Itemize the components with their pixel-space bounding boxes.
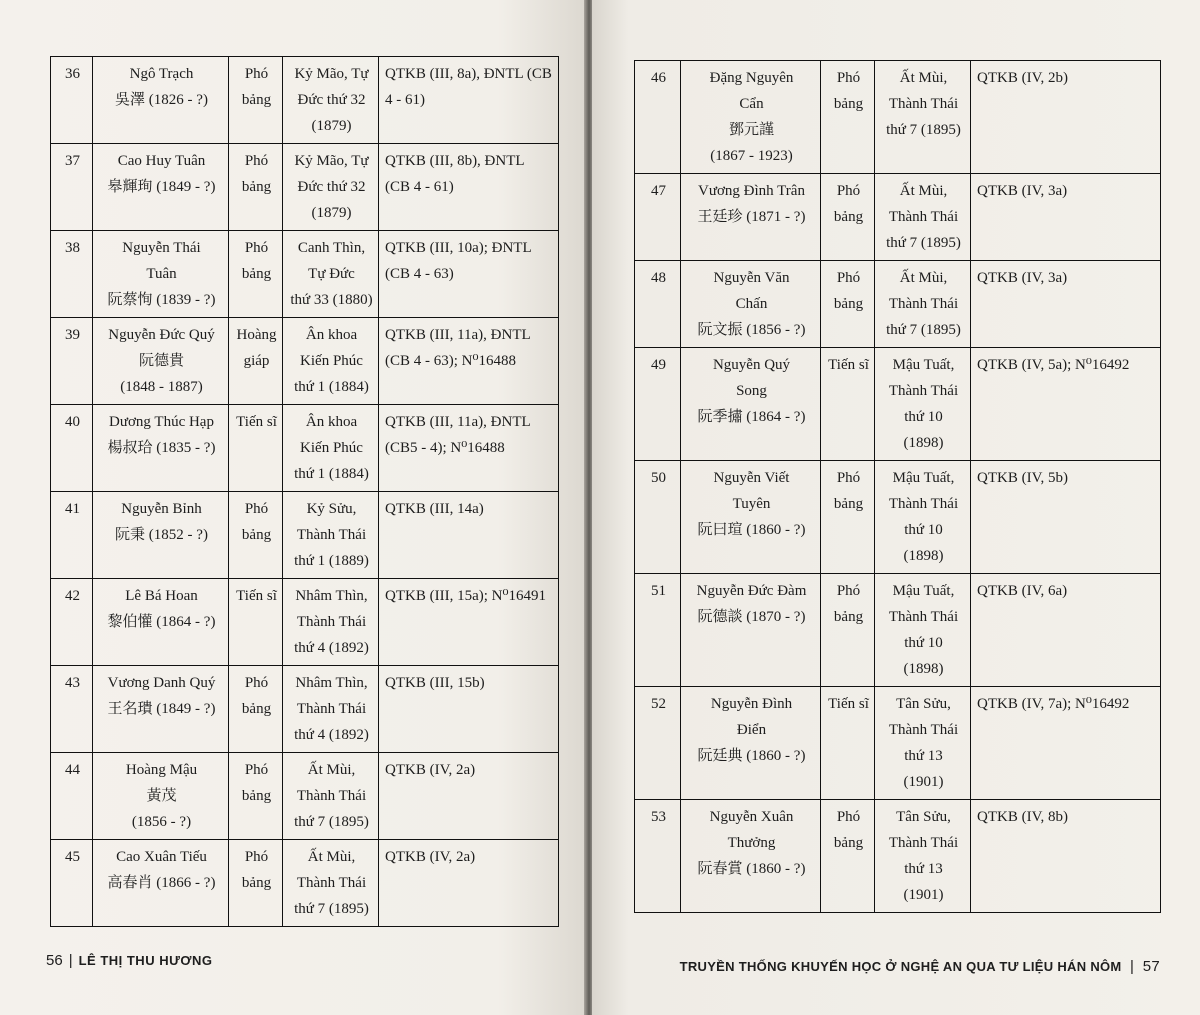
exam-session-line: Thành Thái (296, 788, 367, 804)
candidate-name-cell (681, 174, 821, 261)
exam-session-line: Ất Mùi, (307, 762, 356, 778)
candidate-name-line: 黃茂 (146, 788, 177, 804)
source-reference-cell (971, 61, 1161, 174)
source-reference-cell (971, 461, 1161, 574)
degree-line: Phó (836, 470, 861, 486)
exam-session-line: thứ 7 (1895) (886, 322, 961, 338)
table-row (51, 405, 559, 492)
candidate-name-line: Tuyên (732, 496, 771, 512)
degree-cell (229, 666, 283, 753)
source-reference-line: QTKB (IV, 2b) (977, 70, 1068, 86)
candidate-name-line: Cao Xuân Tiếu (116, 849, 207, 865)
exam-session-line: thứ 1 (1884) (294, 379, 369, 395)
candidate-name-line: 阮文振 (1856 - ?) (697, 322, 806, 338)
exam-session-line: Thành Thái (888, 722, 959, 738)
source-reference-line: QTKB (III, 8a), ĐNTL (CB (385, 66, 552, 82)
degree-cell (821, 261, 875, 348)
exam-session-line: Kỷ Sửu, (306, 501, 357, 517)
candidate-name-line: Cẩn (739, 96, 764, 112)
table-row (635, 348, 1161, 461)
candidate-name-cell (681, 61, 821, 174)
exam-session-cell (283, 840, 379, 927)
exam-session-line: thứ 7 (1895) (294, 814, 369, 830)
candidate-name-line: 高春肖 (1866 - ?) (107, 875, 216, 891)
exam-session-cell (283, 579, 379, 666)
table-row (51, 231, 559, 318)
candidate-name-cell (93, 666, 229, 753)
table-row (51, 753, 559, 840)
degree-line: bảng (833, 209, 864, 225)
candidate-name-cell (681, 687, 821, 800)
row-number-cell: 52 (635, 687, 681, 800)
table-row (635, 461, 1161, 574)
degree-cell (821, 687, 875, 800)
degree-cell (229, 231, 283, 318)
degree-line: bảng (833, 496, 864, 512)
candidate-name-line: Đặng Nguyên (709, 70, 794, 86)
exam-session-cell (875, 461, 971, 574)
candidate-name-line: Nguyễn Viết (713, 470, 790, 486)
exam-session-line: Đức thứ 32 (297, 179, 366, 195)
exam-session-line: Thành Thái (296, 614, 367, 630)
source-reference-line: QTKB (III, 11a), ĐNTL (385, 414, 531, 430)
candidate-name-line: Song (736, 383, 767, 399)
exam-session-line: thứ 33 (1880) (290, 292, 373, 308)
degree-cell (821, 461, 875, 574)
source-reference-cell (971, 174, 1161, 261)
left-page (0, 0, 586, 1015)
source-reference-line: QTKB (IV, 3a) (977, 270, 1068, 286)
exam-session-line: Nhâm Thìn, (295, 588, 368, 604)
candidate-name-line: Nguyễn Đức Đàm (696, 583, 807, 599)
table-row (51, 318, 559, 405)
candidate-name-line: 皋輝珣 (1849 - ?) (107, 179, 216, 195)
source-reference-cell (971, 348, 1161, 461)
source-reference-line: QTKB (III, 8b), ĐNTL (385, 153, 525, 169)
candidate-name-line: 阮德貴 (138, 353, 184, 369)
candidate-name-line: (1856 - ?) (131, 814, 192, 830)
source-reference-line: QTKB (IV, 2a) (385, 849, 476, 865)
candidate-name-line: Ngô Trạch (129, 66, 194, 82)
exam-session-line: Kiến Phúc (300, 353, 363, 369)
source-reference-cell (379, 666, 559, 753)
candidate-name-cell (93, 405, 229, 492)
candidate-name-line: 黎伯懽 (1864 - ?) (107, 614, 216, 630)
exam-session-line: thứ 7 (1895) (886, 235, 961, 251)
degree-line: Phó (244, 240, 269, 256)
source-reference-line: QTKB (IV, 6a) (977, 583, 1068, 599)
degree-cell (229, 318, 283, 405)
exam-session-line: thứ 4 (1892) (294, 727, 369, 743)
source-reference-cell (379, 144, 559, 231)
left-table (50, 56, 559, 927)
candidate-name-cell (93, 753, 229, 840)
degree-line: Phó (244, 153, 269, 169)
degree-cell (229, 144, 283, 231)
degree-cell (229, 579, 283, 666)
candidate-name-line: Chấn (735, 296, 768, 312)
source-reference-line: (CB5 - 4); N⁰16488 (385, 440, 505, 456)
exam-session-line: Tân Sửu, (896, 809, 951, 825)
exam-session-cell (283, 492, 379, 579)
source-reference-line: QTKB (IV, 8b) (977, 809, 1068, 825)
exam-session-line: Ân khoa (305, 414, 358, 430)
exam-session-line: (1901) (903, 887, 944, 903)
row-number-cell: 36 (51, 57, 93, 144)
table-row (635, 687, 1161, 800)
degree-line: bảng (241, 701, 272, 717)
candidate-name-cell (681, 461, 821, 574)
exam-session-line: Thành Thái (888, 383, 959, 399)
exam-session-cell (875, 800, 971, 913)
exam-session-line: Mậu Tuất, (892, 470, 955, 486)
exam-session-line: Thành Thái (296, 875, 367, 891)
exam-session-line: thứ 10 (904, 409, 943, 425)
exam-session-line: Thành Thái (888, 96, 959, 112)
degree-line: Tiến sĩ (828, 357, 869, 373)
degree-line: Phó (244, 849, 269, 865)
degree-line: Phó (836, 270, 861, 286)
exam-session-line: Đức thứ 32 (297, 92, 366, 108)
candidate-name-line: 阮廷典 (1860 - ?) (697, 748, 806, 764)
degree-line: bảng (241, 92, 272, 108)
candidate-name-line: Nguyễn Đình (710, 696, 793, 712)
table-row (51, 57, 559, 144)
exam-session-line: Thành Thái (888, 609, 959, 625)
row-number-cell: 42 (51, 579, 93, 666)
table-row (635, 61, 1161, 174)
source-reference-line: QTKB (III, 15a); N⁰16491 (385, 588, 546, 604)
row-number-cell: 43 (51, 666, 93, 753)
exam-session-line: Kỷ Mão, Tự (294, 66, 369, 82)
degree-line: bảng (241, 266, 272, 282)
degree-line: Phó (244, 501, 269, 517)
source-reference-cell (971, 261, 1161, 348)
degree-line: bảng (241, 179, 272, 195)
source-reference-cell (379, 840, 559, 927)
author-name: LÊ THỊ THU HƯƠNG (78, 953, 213, 968)
table-row (51, 840, 559, 927)
candidate-name-line: Hoàng Mậu (125, 762, 198, 778)
source-reference-line: (CB 4 - 63) (385, 266, 454, 282)
source-reference-line: QTKB (IV, 2a) (385, 762, 476, 778)
candidate-name-line: 吳澤 (1826 - ?) (115, 92, 208, 108)
degree-line: Phó (244, 675, 269, 691)
left-page-number: 56 (46, 952, 63, 969)
degree-cell (229, 753, 283, 840)
source-reference-line: (CB 4 - 63); N⁰16488 (385, 353, 517, 369)
degree-cell (229, 492, 283, 579)
exam-session-line: Tân Sửu, (896, 696, 951, 712)
exam-session-line: Thành Thái (888, 209, 959, 225)
exam-session-cell (875, 61, 971, 174)
candidate-name-line: (1848 - 1887) (120, 379, 203, 395)
exam-session-line: Thành Thái (888, 835, 959, 851)
exam-session-line: Ất Mùi, (307, 849, 356, 865)
candidate-name-line: 阮蔡恂 (1839 - ?) (107, 292, 216, 308)
exam-session-line: (1898) (903, 548, 944, 564)
exam-session-line: Ân khoa (305, 327, 358, 343)
exam-session-cell (283, 144, 379, 231)
source-reference-line: 4 - 61) (385, 92, 425, 108)
left-footer: 56 | LÊ THỊ THU HƯƠNG (46, 952, 213, 969)
candidate-name-cell (93, 144, 229, 231)
source-reference-cell (379, 753, 559, 840)
row-number-cell: 44 (51, 753, 93, 840)
source-reference-line: QTKB (IV, 5b) (977, 470, 1068, 486)
candidate-name-cell (681, 800, 821, 913)
source-reference-line: QTKB (IV, 3a) (977, 183, 1068, 199)
candidate-name-line: 王廷珍 (1871 - ?) (697, 209, 806, 225)
exam-session-line: thứ 10 (904, 522, 943, 538)
degree-line: Tiến sĩ (236, 588, 277, 604)
candidate-name-line: Lê Bá Hoan (125, 588, 198, 604)
source-reference-cell (379, 318, 559, 405)
exam-session-line: Mậu Tuất, (892, 357, 955, 373)
candidate-name-cell (681, 261, 821, 348)
table-row (51, 492, 559, 579)
running-title: TRUYỀN THỐNG KHUYẾN HỌC Ở NGHỆ AN QUA TƯ LIỆU HÁN NÔM (679, 959, 1122, 974)
source-reference-cell (379, 579, 559, 666)
candidate-name-cell (93, 231, 229, 318)
degree-line: giáp (243, 353, 270, 369)
exam-session-line: (1879) (311, 205, 352, 221)
degree-line: bảng (833, 835, 864, 851)
exam-session-line: thứ 13 (904, 748, 943, 764)
table-row (635, 800, 1161, 913)
degree-cell (229, 405, 283, 492)
right-page (592, 0, 1200, 1015)
right-page-number: 57 (1142, 958, 1160, 975)
source-reference-cell (379, 231, 559, 318)
source-reference-line: QTKB (IV, 5a); N⁰16492 (977, 357, 1130, 373)
degree-line: Phó (836, 70, 861, 86)
exam-session-line: thứ 13 (904, 861, 943, 877)
row-number-cell: 41 (51, 492, 93, 579)
candidate-name-line: 阮曰瑄 (1860 - ?) (697, 522, 806, 538)
candidate-name-line: (1867 - 1923) (710, 148, 793, 164)
degree-cell (821, 574, 875, 687)
degree-line: bảng (241, 527, 272, 543)
exam-session-line: Ất Mùi, (899, 70, 948, 86)
degree-line: bảng (833, 609, 864, 625)
row-number-cell: 39 (51, 318, 93, 405)
degree-line: Hoàng (236, 327, 277, 343)
candidate-name-line: Vương Đình Trân (698, 183, 805, 199)
table-row (635, 174, 1161, 261)
row-number-cell: 50 (635, 461, 681, 574)
source-reference-cell (971, 574, 1161, 687)
candidate-name-line: Nguyễn Xuân (709, 809, 794, 825)
exam-session-line: Thành Thái (296, 527, 367, 543)
candidate-name-line: Thưởng (727, 835, 776, 851)
row-number-cell: 45 (51, 840, 93, 927)
degree-line: Phó (244, 66, 269, 82)
degree-line: bảng (241, 788, 272, 804)
candidate-name-line: 阮春賞 (1860 - ?) (697, 861, 806, 877)
exam-session-cell (875, 261, 971, 348)
row-number-cell: 48 (635, 261, 681, 348)
exam-session-line: Canh Thìn, (297, 240, 366, 256)
source-reference-cell (379, 405, 559, 492)
source-reference-cell (971, 687, 1161, 800)
degree-line: Phó (836, 183, 861, 199)
exam-session-cell (283, 231, 379, 318)
exam-session-cell (875, 687, 971, 800)
exam-session-line: Thành Thái (888, 496, 959, 512)
row-number-cell: 37 (51, 144, 93, 231)
exam-session-cell (283, 666, 379, 753)
exam-session-line: Nhâm Thìn, (295, 675, 368, 691)
row-number-cell: 51 (635, 574, 681, 687)
exam-session-cell (875, 574, 971, 687)
row-number-cell: 47 (635, 174, 681, 261)
candidate-name-line: Nguyễn Văn (713, 270, 790, 286)
exam-session-line: Ất Mùi, (899, 270, 948, 286)
candidate-name-line: Nguyễn Quý (712, 357, 791, 373)
exam-session-line: thứ 10 (904, 635, 943, 651)
candidate-name-line: Nguyễn Đức Quý (108, 327, 215, 343)
source-reference-line: QTKB (IV, 7a); N⁰16492 (977, 696, 1130, 712)
exam-session-line: Kiến Phúc (300, 440, 363, 456)
exam-session-cell (875, 348, 971, 461)
candidate-name-line: Điển (736, 722, 767, 738)
table-row (635, 261, 1161, 348)
candidate-name-cell (93, 840, 229, 927)
exam-session-cell (283, 753, 379, 840)
right-footer: TRUYỀN THỐNG KHUYẾN HỌC Ở NGHỆ AN QUA TƯ LIỆU HÁN NÔM | 57 (679, 958, 1160, 975)
source-reference-cell (971, 800, 1161, 913)
degree-line: Phó (244, 762, 269, 778)
row-number-cell: 53 (635, 800, 681, 913)
exam-session-line: Mậu Tuất, (892, 583, 955, 599)
exam-session-cell (283, 57, 379, 144)
degree-cell (821, 174, 875, 261)
candidate-name-line: 阮季㩋 (1864 - ?) (697, 409, 806, 425)
exam-session-line: thứ 1 (1884) (294, 466, 369, 482)
degree-line: Phó (836, 809, 861, 825)
exam-session-line: (1898) (903, 661, 944, 677)
exam-session-line: thứ 4 (1892) (294, 640, 369, 656)
exam-session-line: (1879) (311, 118, 352, 134)
degree-line: bảng (241, 875, 272, 891)
candidate-name-cell (681, 348, 821, 461)
candidate-name-line: Vương Danh Quý (107, 675, 216, 691)
exam-session-cell (875, 174, 971, 261)
row-number-cell: 40 (51, 405, 93, 492)
candidate-name-cell (93, 579, 229, 666)
degree-cell (229, 57, 283, 144)
degree-line: bảng (833, 96, 864, 112)
candidate-name-line: Nguyễn Thái (122, 240, 201, 256)
candidate-name-cell (93, 492, 229, 579)
exam-session-line: thứ 1 (1889) (294, 553, 369, 569)
candidate-name-cell (93, 57, 229, 144)
table-row (51, 579, 559, 666)
exam-session-line: thứ 7 (1895) (886, 122, 961, 138)
degree-cell (821, 61, 875, 174)
candidate-name-cell (93, 318, 229, 405)
exam-session-line: thứ 7 (1895) (294, 901, 369, 917)
candidate-name-line: 阮秉 (1852 - ?) (115, 527, 208, 543)
candidate-name-line: 阮德談 (1870 - ?) (697, 609, 806, 625)
degree-line: Phó (836, 583, 861, 599)
exam-session-line: (1898) (903, 435, 944, 451)
candidate-name-line: Cao Huy Tuân (117, 153, 206, 169)
exam-session-line: (1901) (903, 774, 944, 790)
degree-line: Tiến sĩ (828, 696, 869, 712)
candidate-name-line: Dương Thúc Hạp (109, 414, 214, 430)
source-reference-line: QTKB (III, 11a), ĐNTL (385, 327, 531, 343)
row-number-cell: 38 (51, 231, 93, 318)
exam-session-line: Thành Thái (296, 701, 367, 717)
source-reference-cell (379, 492, 559, 579)
exam-session-line: Kỷ Mão, Tự (294, 153, 369, 169)
table-row (51, 666, 559, 753)
table-row (51, 144, 559, 231)
source-reference-line: QTKB (III, 10a); ĐNTL (385, 240, 532, 256)
row-number-cell: 46 (635, 61, 681, 174)
candidate-name-line: Tuân (146, 266, 177, 282)
source-reference-line: (CB 4 - 61) (385, 179, 454, 195)
candidate-name-line: 鄧元謹 (728, 122, 774, 138)
row-number-cell: 49 (635, 348, 681, 461)
source-reference-cell (379, 57, 559, 144)
exam-session-line: Thành Thái (888, 296, 959, 312)
candidate-name-line: 王名璝 (1849 - ?) (107, 701, 216, 717)
degree-cell (821, 348, 875, 461)
degree-line: Tiến sĩ (236, 414, 277, 430)
right-table (634, 60, 1161, 913)
exam-session-line: Ất Mùi, (899, 183, 948, 199)
exam-session-line: Tự Đức (308, 266, 355, 282)
source-reference-line: QTKB (III, 15b) (385, 675, 485, 691)
degree-line: bảng (833, 296, 864, 312)
exam-session-cell (283, 318, 379, 405)
degree-cell (821, 800, 875, 913)
table-row (635, 574, 1161, 687)
source-reference-line: QTKB (III, 14a) (385, 501, 484, 517)
exam-session-cell (283, 405, 379, 492)
candidate-name-cell (681, 574, 821, 687)
candidate-name-line: 楊叔珨 (1835 - ?) (107, 440, 216, 456)
candidate-name-line: Nguyễn Bỉnh (121, 501, 202, 517)
degree-cell (229, 840, 283, 927)
